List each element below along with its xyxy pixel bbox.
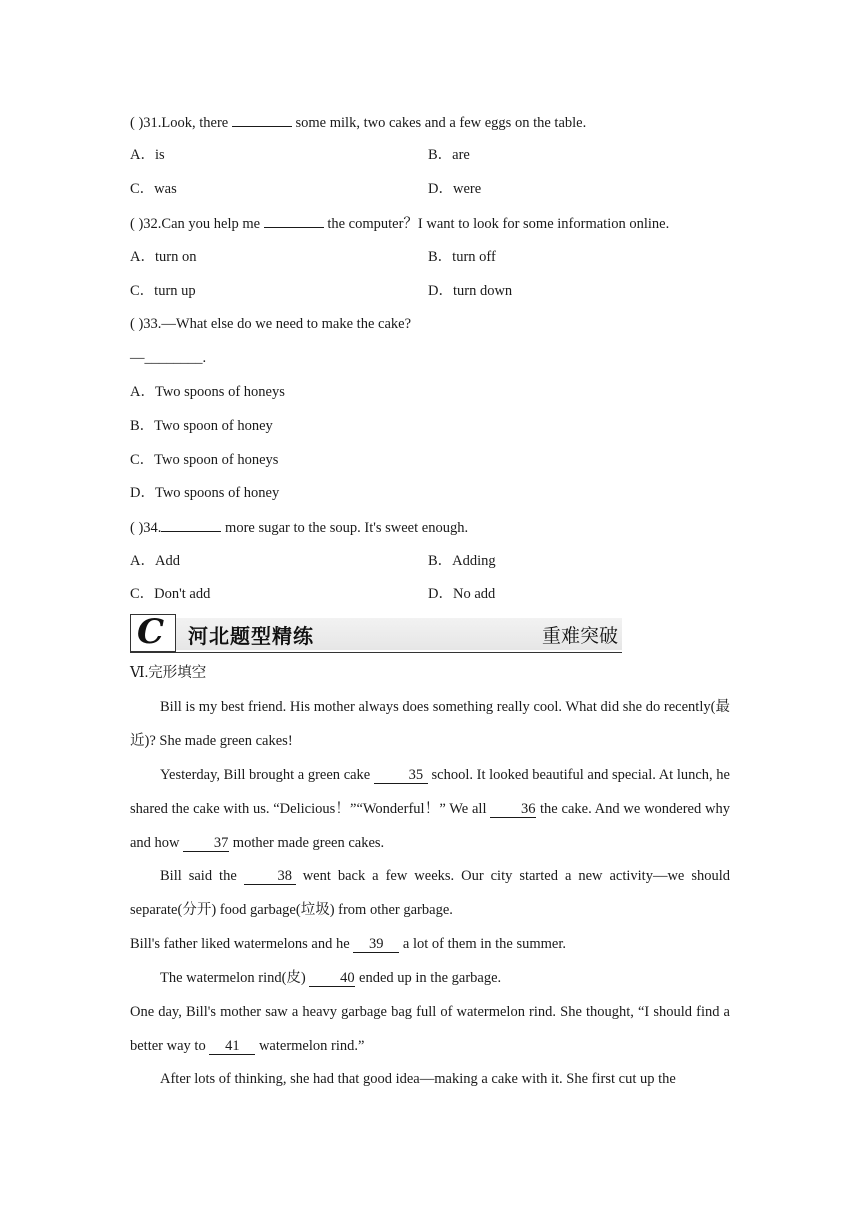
question-31-option-b: B．are [428,147,470,163]
blank-37: 37 [183,835,229,852]
passage-paragraph-2: Yesterday, Bill brought a green cake 35 school. It looked beautiful and special. At lunch, he shared the cake with us. “Delicious！”“Wonderful！” We all 36 the cake. And we wondered why and how 37 mother made green cakes. [130,767,730,851]
question-33-option-a: A．Two spoons of honeys [130,384,285,400]
question-34-option-c: C．Don't add [130,586,211,602]
question-31-suffix: some milk, two cakes and a few eggs on the table. [291,115,587,131]
blank-36: 36 [490,801,536,818]
passage-paragraph-6: One day, Bill's mother saw a heavy garbage bag full of watermelon rind. She thought, “I should find a better way to 41 watermelon rind.” [130,1004,730,1054]
question-31-option-d: D．were [428,181,482,197]
question-31-stem [130,112,586,133]
section-banner [130,614,622,653]
question-33-option-d: D．Two spoons of honey [130,485,280,501]
question-32-suffix: the computer？I want to look for some information online. [323,216,670,232]
question-32-option-a: A．turn on [130,249,197,265]
passage-paragraph-4: Bill's father liked watermelons and he 39 a lot of them in the summer. [130,936,567,952]
question-32-option-b: B．turn off [428,249,496,265]
question-32-stem [130,213,669,234]
question-32-option-d: D．turn down [428,283,513,299]
blank-39: 39 [353,936,399,953]
question-32-blank [264,213,324,228]
question-32-prefix: ( )32.Can you help me [130,216,264,232]
banner-title: 河北题型精练 [188,624,314,648]
blank-35: 35 [374,767,428,784]
question-33-option-c: C．Two spoon of honeys [130,452,279,468]
question-34-suffix: more sugar to the soup. It's sweet enough. [221,520,469,536]
blank-41: 41 [209,1038,255,1055]
question-31-option-c: C．was [130,181,177,197]
question-33-option-b: B．Two spoon of honey [130,418,273,434]
question-31-option-a: A．is [130,147,165,163]
question-34-prefix: ( )34. [130,520,162,536]
question-31-prefix: ( )31.Look, there [130,115,232,131]
blank-40: 40 [309,970,355,987]
passage-paragraph-1: Bill is my best friend. His mother always does something really cool. What did she do recently(最近)? She made green cakes! [130,699,730,749]
question-34-option-a: A．Add [130,553,180,569]
passage-paragraph-5: The watermelon rind(皮) 40 ended up in the garbage. [160,970,502,986]
question-34-blank [161,517,221,532]
question-34-option-d: D．No add [428,586,496,602]
banner-subtitle: 重难突破 [541,625,618,647]
section-title: Ⅵ.完形填空 [130,665,207,681]
question-34-stem [130,517,468,538]
passage-paragraph-7: After lots of thinking, she had that good idea—making a cake with it. She first cut up the [160,1071,676,1087]
banner-c-logo-icon: C [130,614,176,652]
question-33-answer-line: —________. [130,350,207,366]
question-32-option-c: C．turn up [130,283,196,299]
question-34-option-b: B．Adding [428,553,496,569]
question-33-stem: ( )33.—What else do we need to make the cake? [130,316,412,332]
blank-38: 38 [244,868,296,885]
passage-paragraph-3: Bill said the 38 went back a few weeks. Our city started a new activity—we should separate(分开) food garbage(垃圾) from other garbage. [130,868,730,918]
question-31-blank [232,112,292,127]
